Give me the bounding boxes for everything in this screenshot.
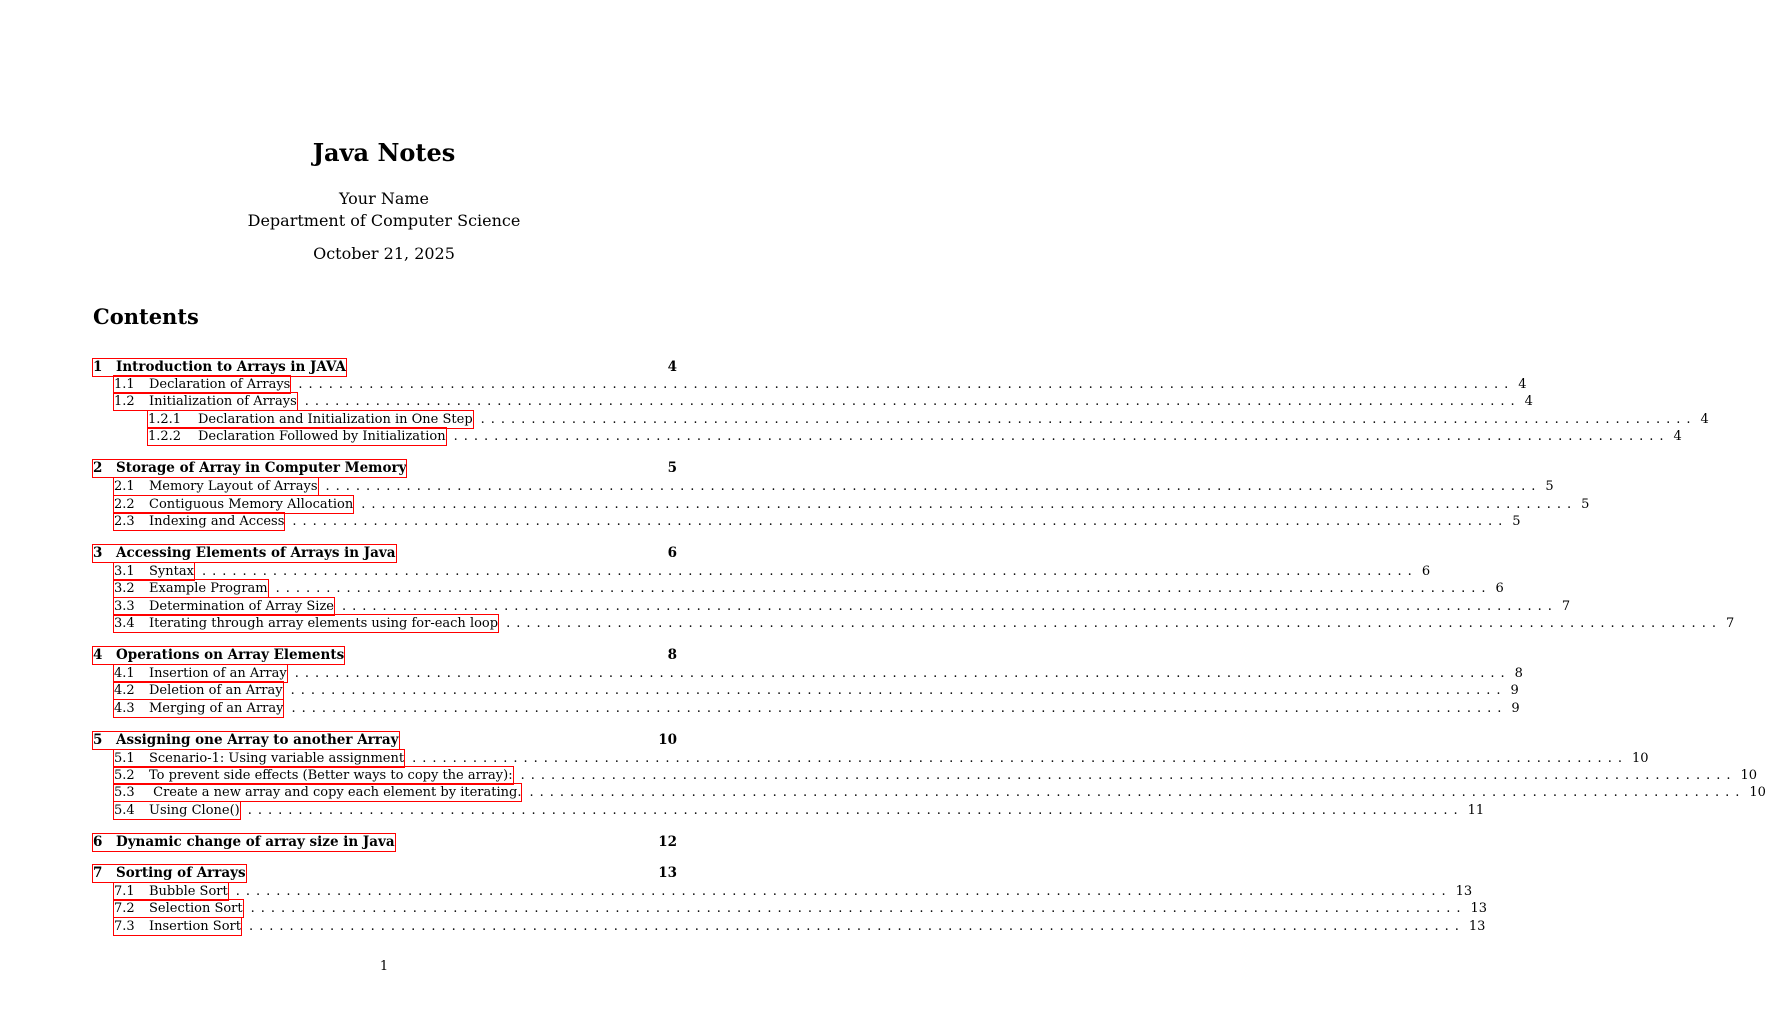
toc-link[interactable] [114, 900, 243, 917]
toc-entry-title: Using Clone() [149, 803, 240, 818]
document-title: Java Notes [312, 138, 456, 167]
toc-leader-dots: ........................................................................................................................ [361, 497, 1578, 512]
toc-entry-page: 8 [1514, 666, 1523, 681]
toc-entry-page: 12 [658, 834, 677, 850]
toc-entry [93, 767, 1758, 784]
contents-heading: Contents [93, 304, 199, 329]
toc-leader-dots: ........................................................................................................................ [247, 803, 1464, 818]
toc-entry [93, 784, 1766, 801]
toc-entry-title: Bubble Sort [149, 884, 228, 899]
toc-leader-dots: ........................................................................................................................ [529, 785, 1746, 800]
toc-link[interactable] [114, 598, 334, 615]
toc-entry-title: Assigning one Array to another Array [116, 732, 399, 748]
toc-link[interactable] [114, 376, 290, 393]
toc-entry-title: Storage of Array in Computer Memory [116, 460, 407, 476]
toc-entry-title: Iterating through array elements using for-each loop [149, 616, 499, 631]
toc-entry-number: 7.1 [114, 884, 135, 899]
toc-entry [93, 865, 677, 882]
toc-entry-number: 2.3 [114, 514, 135, 529]
toc-link[interactable] [148, 428, 446, 445]
toc-entry-title: Selection Sort [149, 901, 243, 916]
toc-entry [93, 615, 1735, 632]
toc-link[interactable] [114, 393, 297, 410]
toc-entry-page: 13 [1470, 901, 1488, 916]
toc-entry-number: 1.2 [114, 394, 135, 409]
toc-entry [93, 359, 677, 376]
toc-entry-title: Declaration of Arrays [149, 377, 291, 392]
toc-link[interactable] [114, 700, 283, 717]
toc-leader-dots: ........................................................................................................................ [342, 599, 1558, 614]
toc-leader-dots: ........................................................................................................................ [506, 616, 1722, 631]
toc-entry-title: Merging of an Array [149, 701, 284, 716]
toc-link[interactable] [93, 359, 346, 376]
toc-entry-title: Introduction to Arrays in JAVA [116, 359, 346, 375]
toc-entry-number: 7.3 [114, 919, 135, 934]
toc-entry [93, 918, 1486, 935]
toc-entry [93, 802, 1485, 819]
toc-link[interactable] [93, 545, 396, 562]
toc-entry-page: 13 [1455, 884, 1473, 899]
toc-entry-page: 11 [1467, 803, 1485, 818]
toc-entry-number: 3.3 [114, 599, 135, 614]
toc-entry-number: 4.3 [114, 701, 135, 716]
toc-entry [93, 428, 1682, 445]
toc-entry-title: Insertion Sort [149, 919, 241, 934]
toc-entry-number: 1.1 [114, 377, 135, 392]
toc-link[interactable] [114, 478, 318, 495]
toc-leader-dots: ........................................................................................................................ [412, 751, 1628, 766]
toc-entry-title: Insertion of an Array [149, 666, 287, 681]
toc-entry [93, 563, 1431, 580]
author-block [0, 188, 768, 232]
toc-entry [93, 496, 1590, 513]
toc-link[interactable] [93, 865, 246, 882]
toc-entry-title: Operations on Array Elements [116, 647, 345, 663]
toc-entry-number: 5.3 [114, 785, 135, 800]
page-number: 1 [379, 959, 389, 974]
document-date: October 21, 2025 [313, 244, 455, 263]
toc-link[interactable] [114, 918, 241, 935]
toc-entry-title: Accessing Elements of Arrays in Java [116, 545, 396, 561]
toc-entry-page: 9 [1510, 683, 1519, 698]
toc-link[interactable] [114, 563, 194, 580]
toc-entry-page: 6 [1421, 564, 1431, 579]
toc-entry-page: 5 [1545, 479, 1554, 494]
toc-entry-number: 1 [93, 359, 103, 375]
toc-leader-dots: ........................................................................................................................ [304, 394, 1521, 409]
toc-entry-page: 10 [1631, 751, 1649, 766]
toc-entry [93, 883, 1473, 900]
toc-entry-title: Dynamic change of array size in Java [116, 834, 395, 850]
toc-entry-number: 3 [93, 545, 103, 561]
toc-leader-dots: ........................................................................................................................ [291, 701, 1508, 716]
toc-link[interactable] [114, 682, 283, 699]
toc-entry-number: 2.1 [114, 479, 135, 494]
toc-link[interactable] [148, 411, 473, 428]
toc-entry-number: 5.2 [114, 768, 135, 783]
toc-entry-page: 7 [1725, 616, 1735, 631]
toc-entry-number: 5.1 [114, 751, 135, 766]
toc-entry-page: 4 [1518, 377, 1527, 392]
toc-entry-page: 10 [1749, 785, 1766, 800]
toc-leader-dots: ........................................................................................................................ [250, 901, 1467, 916]
toc-link[interactable] [114, 496, 353, 513]
toc-link[interactable] [93, 732, 399, 749]
toc-link[interactable] [114, 750, 404, 767]
toc-entry-page: 5 [1512, 514, 1521, 529]
toc-entry-title: Indexing and Access [149, 514, 285, 529]
toc-entry-page: 4 [1700, 412, 1709, 427]
toc-entry [93, 580, 1504, 597]
toc-entry [93, 750, 1649, 767]
author-name: Your Name [338, 189, 430, 208]
toc-entry-number: 1.2.2 [148, 429, 182, 444]
toc-entry-title: Create a new array and copy each element by iterating. [149, 785, 522, 800]
toc-entry-number: 5 [93, 732, 103, 748]
toc-link[interactable] [114, 665, 287, 682]
toc-entry [93, 460, 677, 477]
toc-link[interactable] [114, 883, 228, 900]
toc-entry-page: 10 [1740, 768, 1758, 783]
toc-entry-number: 2.2 [114, 497, 135, 512]
toc-leader-dots: ........................................................................................................................ [520, 768, 1737, 783]
toc-link[interactable] [114, 513, 284, 530]
toc-entry-page: 4 [667, 359, 677, 375]
author-department: Department of Computer Science [247, 211, 521, 230]
toc-entry-title: Declaration and Initialization in One Step [198, 412, 473, 427]
toc-entry-number: 3.4 [114, 616, 135, 631]
toc-leader-dots: ........................................................................................................................ [290, 683, 1507, 698]
toc-leader-dots: ........................................................................................................................ [294, 666, 1511, 681]
toc-entry-page: 5 [1581, 497, 1590, 512]
toc-entry-page: 13 [1468, 919, 1486, 934]
toc-entry [93, 834, 677, 851]
toc-leader-dots: ........................................................................................................................ [325, 479, 1542, 494]
toc-entry-title: Scenario-1: Using variable assignment [149, 751, 405, 766]
toc-entry-page: 7 [1561, 599, 1571, 614]
toc-entry-page: 9 [1511, 701, 1520, 716]
toc-entry-page: 13 [658, 865, 677, 881]
toc-link[interactable] [114, 784, 521, 801]
toc-entry-number: 7.2 [114, 901, 135, 916]
toc-entry-title: Declaration Followed by Initialization [198, 429, 446, 444]
toc-entry-title: Sorting of Arrays [116, 865, 246, 881]
toc-entry-title: To prevent side effects (Better ways to copy the array): [149, 768, 513, 783]
toc-entry-page: 6 [1495, 581, 1504, 596]
toc-entry [93, 700, 1520, 717]
toc-entry-number: 7 [93, 865, 103, 881]
toc-link[interactable] [114, 767, 513, 784]
toc-leader-dots: ........................................................................................................................ [298, 377, 1515, 392]
toc-link[interactable] [93, 834, 395, 851]
toc-leader-dots: ........................................................................................................................ [235, 884, 1452, 899]
toc-link[interactable] [114, 802, 240, 819]
toc-entry [93, 732, 677, 749]
toc-entry [93, 682, 1519, 699]
toc-entry-number: 1.2.1 [148, 412, 182, 427]
toc-entry-page: 8 [667, 647, 677, 663]
toc-leader-dots: ........................................................................................................................ [453, 429, 1670, 444]
toc-entry [93, 393, 1533, 410]
toc-entry-title: Initialization of Arrays [149, 394, 297, 409]
toc-entry [93, 647, 677, 664]
toc-link[interactable] [93, 460, 406, 477]
toc-entry-title: Syntax [149, 564, 194, 579]
toc-entry [93, 513, 1521, 530]
toc-leader-dots: ........................................................................................................................ [201, 564, 1418, 579]
toc-link[interactable] [114, 580, 268, 597]
toc-entry-number: 6 [93, 834, 103, 850]
toc-leader-dots: ........................................................................................................................ [275, 581, 1492, 596]
toc-entry-title: Deletion of an Array [149, 683, 283, 698]
toc-entry-number: 4.2 [114, 683, 135, 698]
toc-entry-page: 4 [1673, 429, 1682, 444]
toc-entry-number: 2 [93, 460, 103, 476]
toc-entry-page: 4 [1524, 394, 1533, 409]
toc-leader-dots: ........................................................................................................................ [248, 919, 1465, 934]
toc-entry [93, 478, 1554, 495]
toc-entry [93, 665, 1523, 682]
toc-entry-page: 10 [658, 732, 677, 748]
toc-entry [93, 545, 677, 562]
toc-entry-title: Contiguous Memory Allocation [149, 497, 354, 512]
toc-entry-title: Memory Layout of Arrays [149, 479, 318, 494]
toc-entry [93, 598, 1571, 615]
toc-entry [93, 376, 1527, 393]
toc-leader-dots: ........................................................................................................................ [480, 412, 1697, 427]
toc-entry [93, 900, 1488, 917]
toc-entry-number: 4.1 [114, 666, 135, 681]
toc-entry-title: Example Program [149, 581, 268, 596]
toc-entry-number: 3.2 [114, 581, 135, 596]
toc-entry-number: 3.1 [114, 564, 135, 579]
toc-link[interactable] [114, 615, 498, 632]
toc-entry-number: 4 [93, 647, 103, 663]
toc-entry-number: 5.4 [114, 803, 135, 818]
toc-entry-title: Determination of Array Size [149, 599, 334, 614]
toc-entry-page: 5 [667, 460, 677, 476]
toc-entry-page: 6 [667, 545, 677, 561]
toc-leader-dots: ........................................................................................................................ [292, 514, 1509, 529]
toc-link[interactable] [93, 647, 344, 664]
toc-entry [93, 411, 1709, 428]
